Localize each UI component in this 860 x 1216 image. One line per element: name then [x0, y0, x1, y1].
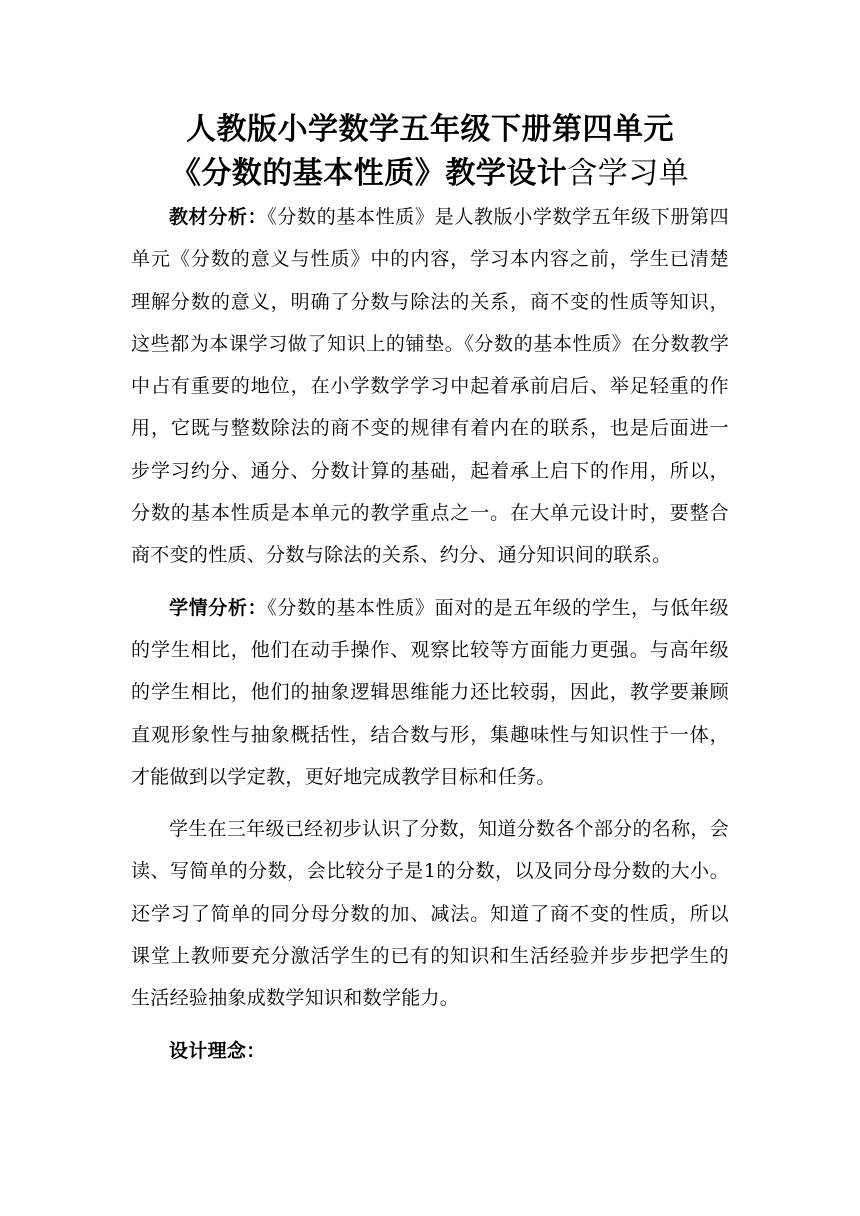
doc-title-main: 《分数的基本性质》教学设计 [170, 156, 568, 191]
doc-title-line2 [131, 152, 729, 196]
paragraph-prior-knowledge [131, 808, 729, 1019]
paragraph-text: 《分数的基本性质》是人教版小学数学五年级下册第四单元《分数的意义与性质》中的内容，学习本内容之前，学生已清楚理解分数的意义，明确了分数与除法的关系，商不变的性质等知识，这些都为本课学习做了知识上的铺垫。《分数的基本性质》在分数教学中占有重要的地位，在小学数学学习中起着承前启后、举足轻重的作用，它既与整数除法的商不变的规律有着内在的联系，也是后面进一步学习约分、通分、分数计算的基础，起着承上启下的作用，所以，分数的基本性质是本单元的教学重点之一。在大单元设计时，要整合商不变的性质、分数与除法的关系、约分、通分知识间的联系。 [131, 206, 729, 567]
document-body [131, 196, 729, 1072]
doc-title-suffix: 含学习单 [567, 156, 690, 191]
section-label-textbook-analysis: 教材分析： [169, 206, 268, 228]
paragraph-text: 学生在三年级已经初步认识了分数，知道分数各个部分的名称，会读、写简单的分数，会比较分子是1的分数，以及同分母分数的大小。还学习了简单的同分母分数的加、减法。知道了商不变的性质，所以课堂上教师要充分激活学生的已有的知识和生活经验并步步把学生的生活经验抽象成数学知识和数学能力。 [131, 818, 729, 1010]
paragraph-learner-analysis [131, 587, 729, 798]
paragraph-text: 《分数的基本性质》面对的是五年级的学生，与低年级的学生相比，他们在动手操作、观察比较等方面能力更强。与高年级的学生相比，他们的抽象逻辑思维能力还比较弱，因此，教学要兼顾直观形象性与抽象概括性，结合数与形，集趣味性与知识性于一体，才能做到以学定教，更好地完成教学目标和任务。 [131, 596, 729, 788]
paragraph-textbook-analysis [131, 196, 729, 577]
section-label-learner-analysis: 学情分析： [169, 596, 268, 619]
paragraph-design-concept [131, 1030, 729, 1072]
section-label-design-concept: 设计理念： [169, 1039, 266, 1062]
document-page [0, 108, 860, 1216]
doc-title-line1: 人教版小学数学五年级下册第四单元 [186, 112, 674, 147]
